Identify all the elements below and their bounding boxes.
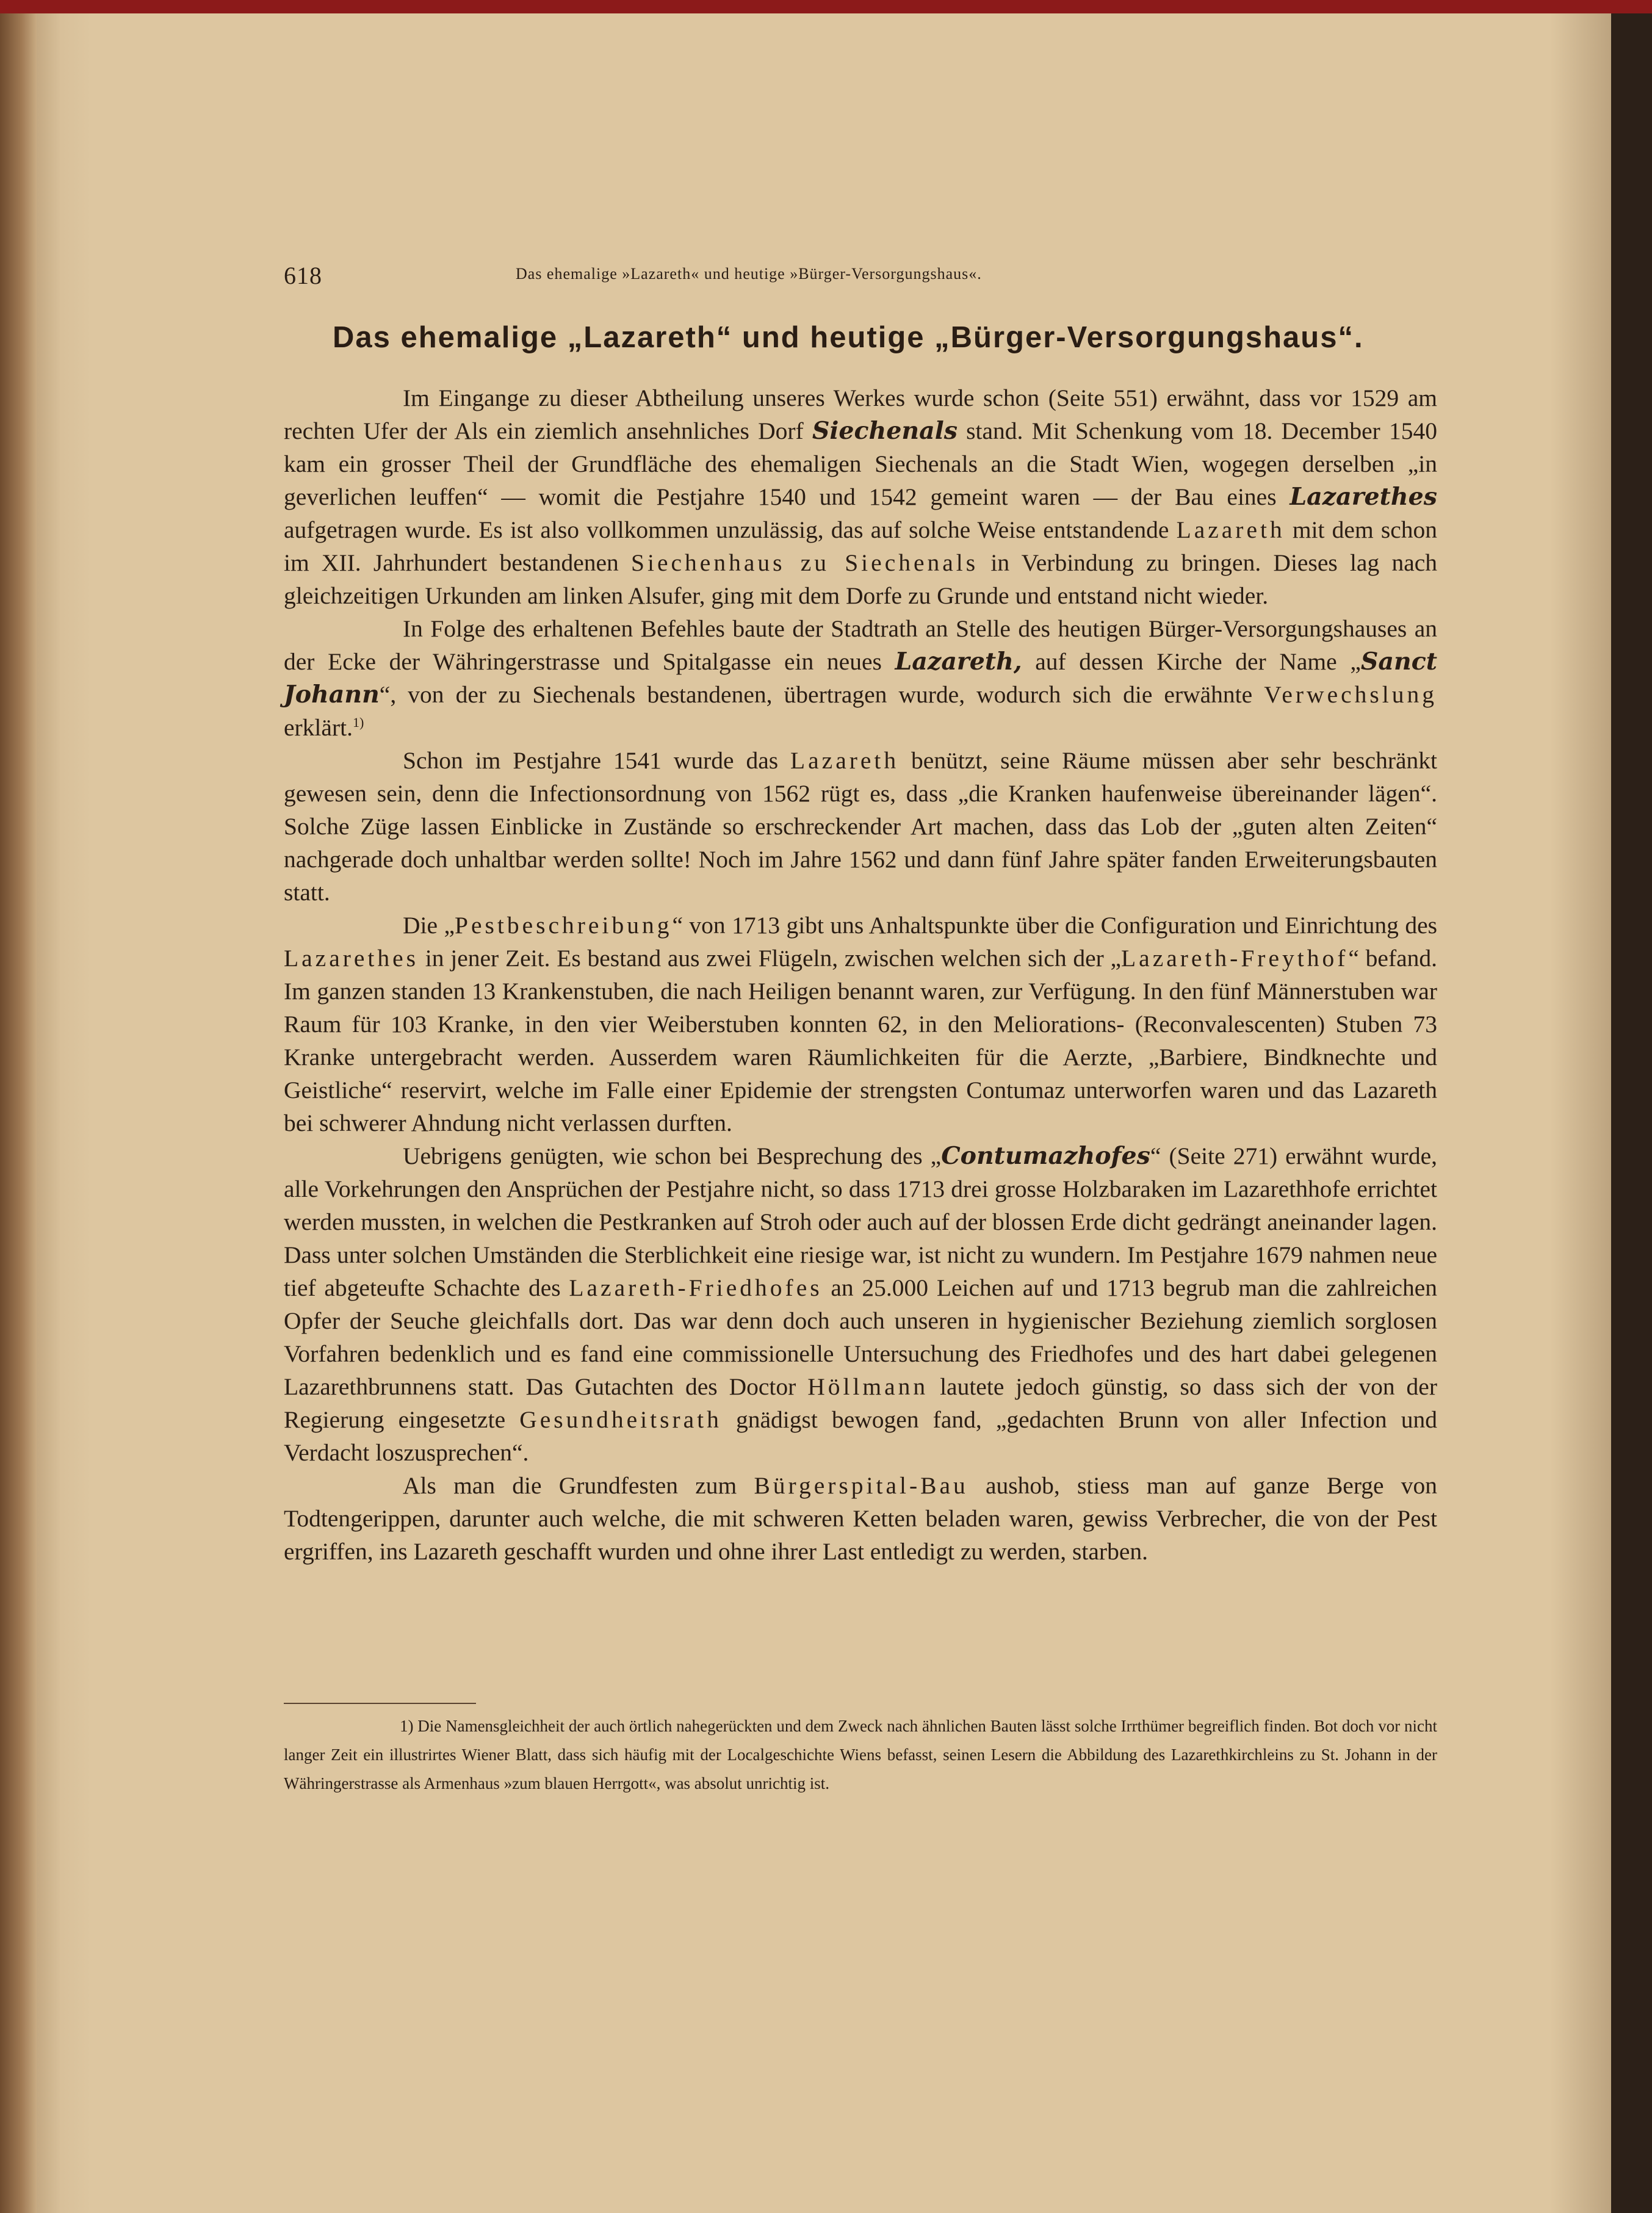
footnote	[284, 1712, 1437, 1798]
paragraph-1: Im Eingange zu dieser Abtheilung unseres Werkes wurde schon (Seite 551) erwähnt, dass vor 1529 am rechten Ufer der Als ein ziemlich ansehnliches Dorf Siechenals stand. Mit Schenkung vom 18. December 1540 kam ein grosser Theil der Grundfläche des ehemaligen Siechenals an die Stadt Wien, wogegen derselben „in geverlichen leuffen“ — womit die Pestjahre 1540 und 1542 gemeint waren — der Bau eines Lazarethes aufgetragen wurde. Es ist also vollkommen unzulässig, das auf solche Weise entstandende Lazareth mit dem schon im XII. Jahrhundert bestandenen Siechenhaus zu Siechenals in Verbindung zu bringen. Dieses lag nach gleichzeitigen Urkunden am linken Alsufer, ging mit dem Dorfe zu Grunde und entstand nicht wieder.	[284, 384, 1438, 609]
footnote-reference: 1)	[352, 714, 364, 730]
footnote-rule	[284, 1703, 476, 1704]
book-right-edge	[1611, 0, 1652, 2213]
book-cover-edge	[0, 0, 1652, 13]
book-left-edge	[0, 0, 37, 2213]
page-number: 618	[284, 262, 322, 289]
paragraph-3: Schon im Pestjahre 1541 wurde das Lazareth benützt, seine Räume müssen aber sehr beschränkt gewesen sein, denn die Infectionsordnung von 1562 rügt es, dass „die Kranken haufenweise übereinander lägen“. Solche Züge lassen Einblicke in Zustände so erschreckender Art machen, dass das Lob der „guten alten Zeiten“ nachgerade doch unhaltbar werden sollte! Noch im Jahre 1562 und dann fünf Jahre später fanden Erweiterungsbauten statt.	[284, 747, 1437, 906]
running-head	[284, 256, 1437, 287]
paragraph-5: Uebrigens genügten, wie schon bei Besprechung des „Contumazhofes“ (Seite 271) erwähnt wurde, alle Vorkehrungen den Ansprüchen der Pestjahre nicht, so dass 1713 drei grosse Holzbaraken im Lazarethhofe errichtet werden mussten, in welchen die Pestkranken auf Stroh oder auch auf der blossen Erde dicht gedrängt aneinander lagen. Dass unter solchen Umständen die Sterblichkeit eine riesige war, ist nicht zu wundern. Im Pestjahre 1679 nahmen neue tief abgeteufte Schachte des Lazareth-Friedhofes an 25.000 Leichen auf und 1713 begrub man die zahlreichen Opfer der Seuche gleichfalls dort. Das war denn doch auch unseren in hygienischer Beziehung ziemlich sorglosen Vorfahren bedenklich und es fand eine commissionelle Untersuchung des Friedhofes und des hart dabei gelegenen Lazarethbrunnens statt. Das Gutachten des Doctor Höllmann lautete jedoch günstig, so dass sich der von der Regierung eingesetzte Gesundheitsrath gnädigst bewogen fand, „gedachten Brunn von aller Infection und Verdacht loszusprechen“.	[284, 1142, 1438, 1466]
paragraph-6: Als man die Grundfesten zum Bürgerspital-Bau aushob, stiess man auf ganze Berge von Todtengerippen, darunter auch welche, die mit schweren Ketten beladen waren, gewiss Verbrecher, die von der Pest ergriffen, ins Lazareth geschafft wurden und ohne ihrer Last entledigt zu werden, starben.	[284, 1472, 1438, 1565]
chapter-heading: Das ehemalige „Lazareth“ und heutige „Bürger-Versorgungshaus“.	[333, 321, 1364, 354]
body-text	[284, 381, 1437, 1568]
running-title: Das ehemalige »Lazareth« und heutige »Bürger-Versorgungshaus«.	[516, 265, 982, 283]
paragraph-4: Die „Pestbeschreibung“ von 1713 gibt uns Anhaltspunkte über die Configuration und Einrichtung des Lazarethes in jener Zeit. Es bestand aus zwei Flügeln, zwischen welchen sich der „Lazareth-Freythof“ befand. Im ganzen standen 13 Krankenstuben, die nach Heiligen benannt waren, zur Verfügung. In den fünf Männerstuben war Raum für 103 Kranke, in den vier Weiberstuben konnten 62, in den Meliorations- (Reconvalescenten) Stuben 73 Kranke untergebracht werden. Ausserdem waren Räumlichkeiten für die Aerzte, „Barbiere, Bindknechte und Geistliche“ reservirt, welche im Falle einer Epidemie der strengsten Contumaz unterworfen waren und das Lazareth bei schwerer Ahndung nicht verlassen durften.	[284, 912, 1437, 1136]
paragraph-2: In Folge des erhaltenen Befehles baute der Stadtrath an Stelle des heutigen Bürger-Versorgungshauses an der Ecke der Währingerstrasse und Spitalgasse ein neues Lazareth, auf dessen Kirche der Name „Sanct Johann“, von der zu Siechenals bestandenen, übertragen wurde, wodurch sich die erwähnte Verwechslung erklärt.$^{1)}$	[284, 615, 1437, 741]
footnote-marker: 1)	[400, 1717, 414, 1735]
footnote-text: Die Namensgleichheit der auch örtlich nahegerückten und dem Zweck nach ähnlichen Bauten lässt solche Irrthümer begreiflich finden. Bot doch vor nicht langer Zeit ein illustrirtes Wiener Blatt, dass sich häufig mit der Localgeschichte Wiens befasst, seinen Lesern die Abbildung des Lazarethkirchleins zu St. Johann in der Währingerstrasse als Armenhaus »zum blauen Herrgott«, was absolut unrichtig ist.	[284, 1717, 1437, 1792]
